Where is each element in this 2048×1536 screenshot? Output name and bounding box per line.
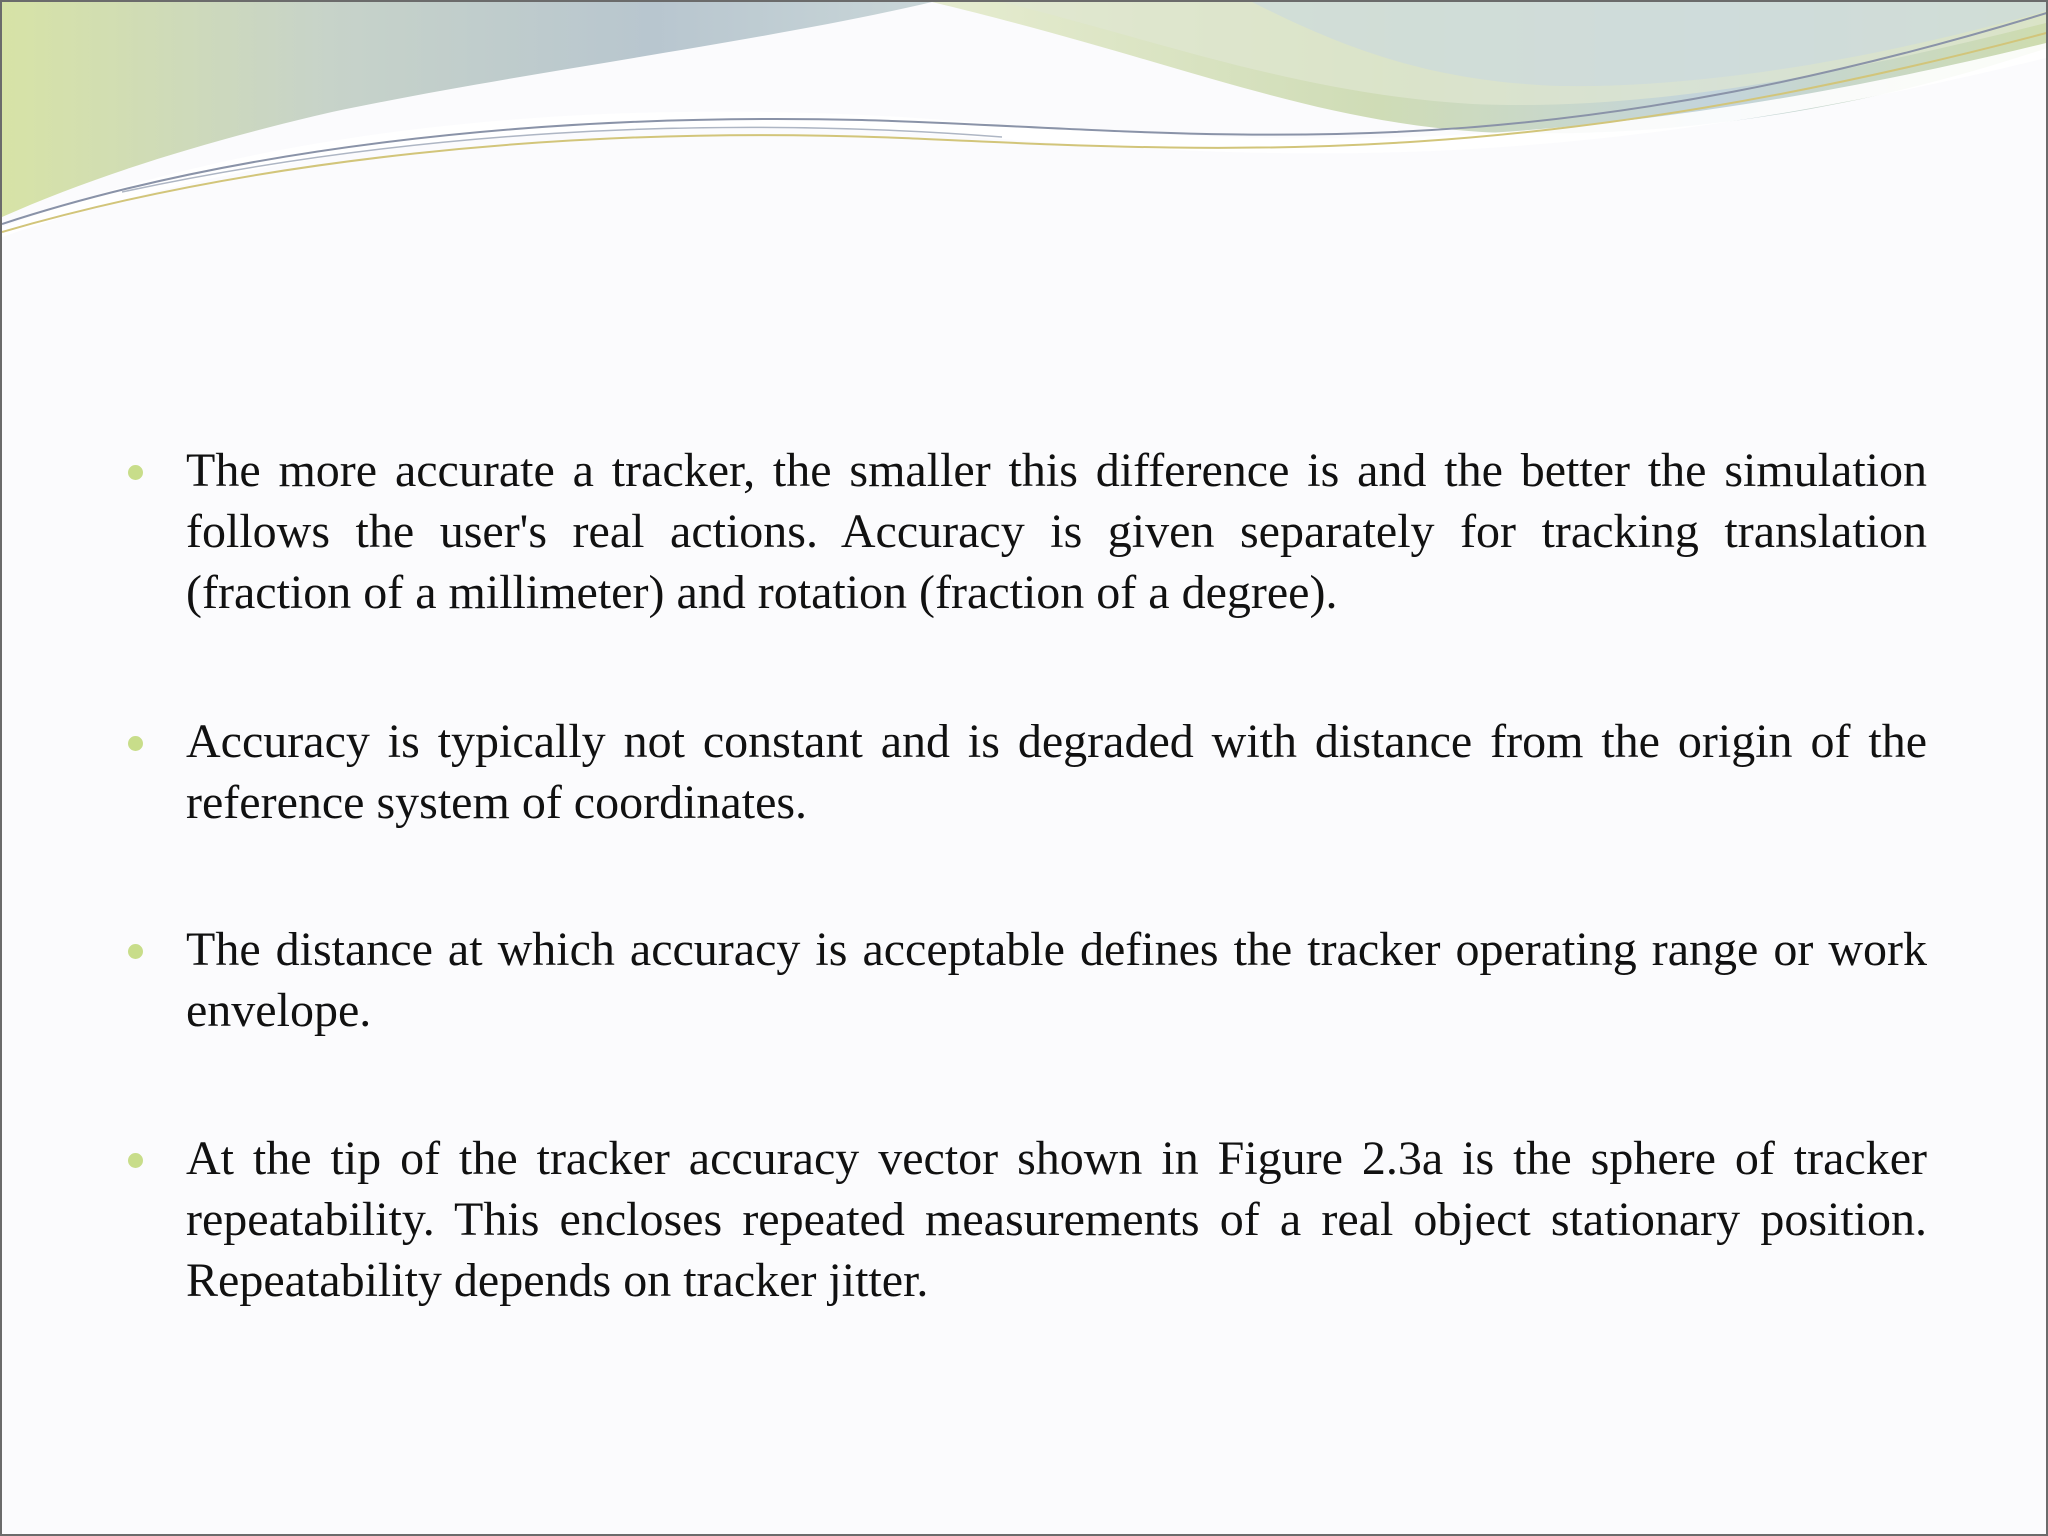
- bullet-text: Accuracy is typically not constant and is degraded with distance from the origin of the reference system of coordinates.: [186, 715, 1927, 829]
- bullet-dot-icon: [128, 1153, 143, 1168]
- bullet-text: At the tip of the tracker accuracy vector shown in Figure 2.3a is the sphere of tracker repeatability. This encloses repeated measurements of a real object stationary position. Repeatability depends on tracker jitter.: [186, 1132, 1927, 1307]
- header-wave-decoration: [2, 2, 2048, 242]
- bullet-dot-icon: [128, 944, 143, 959]
- bullet-text: The distance at which accuracy is acceptable defines the tracker operating range or work envelope.: [186, 923, 1927, 1037]
- bullet-item: [2, 711, 2048, 833]
- bullet-dot-icon: [128, 736, 143, 751]
- bullet-text: The more accurate a tracker, the smaller this difference is and the better the simulation follows the user's real actions. Accuracy is given separately for tracking translation (fraction of a millimeter) and rotation (fraction of a degree).: [186, 444, 1927, 619]
- bullet-item: [2, 440, 2048, 623]
- bullet-item: [2, 919, 2048, 1041]
- bullet-dot-icon: [128, 465, 143, 480]
- bullet-list: [2, 440, 2048, 1311]
- bullet-item: [2, 1128, 2048, 1311]
